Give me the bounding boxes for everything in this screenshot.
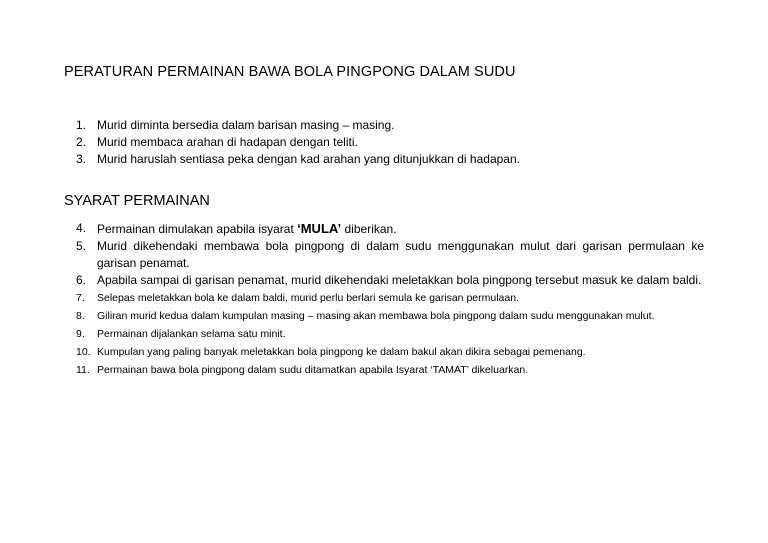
item-number: 9. — [76, 328, 85, 340]
item-number: 11. — [76, 364, 90, 376]
rules-list — [76, 117, 704, 168]
item-text: Murid dikehendaki membawa bola pingpong di dalam sudu menggunakan mulut dari garisan permulaan ke garisan penamat. — [97, 239, 704, 270]
item-text: Murid membaca arahan di hadapan dengan teliti. — [97, 135, 358, 149]
item-text: Selepas meletakkan bola ke dalam baldi, murid perlu berlari semula ke garisan permulaan. — [97, 292, 519, 304]
list-item — [76, 238, 704, 272]
item-text-start: Permainan dimulakan apabila isyarat — [97, 222, 298, 236]
item-number: 4. — [76, 221, 87, 235]
item-text: Murid diminta bersedia dalam barisan masing – masing. — [97, 118, 395, 132]
item-number: 7. — [76, 292, 85, 304]
item-text: Murid haruslah sentiasa peka dengan kad arahan yang ditunjukkan di hadapan. — [97, 152, 520, 166]
list-item — [76, 343, 704, 361]
item-number: 2. — [76, 135, 87, 149]
list-item — [76, 151, 704, 168]
item-number: 3. — [76, 152, 87, 166]
list-item — [76, 289, 704, 307]
item-text: Permainan bawa bola pingpong dalam sudu ditamatkan apabila Isyarat ‘TAMAT’ dikeluarkan. — [97, 364, 529, 376]
item-text: Permainan dijalankan selama satu minit. — [97, 328, 286, 340]
list-item — [76, 325, 704, 343]
item-text: Apabila sampai di garisan penamat, murid dikehendaki meletakkan bola pingpong tersebut masuk ke dalam baldi. — [97, 273, 702, 287]
list-item — [76, 272, 704, 289]
section-heading: SYARAT PERMAINAN — [64, 193, 210, 209]
item-text: Giliran murid kedua dalam kumpulan masing – masing akan membawa bola pingpong dalam sudu menggunakan mulut. — [97, 310, 655, 322]
item-number: 1. — [76, 118, 87, 132]
item-text — [97, 220, 704, 238]
item-number: 10. — [76, 346, 91, 358]
item-number: 8. — [76, 310, 85, 322]
list-item — [76, 307, 704, 325]
item-text-end: diberikan. — [341, 222, 397, 236]
list-item — [76, 117, 704, 134]
item-number: 5. — [76, 239, 87, 253]
game-conditions-list — [76, 220, 704, 379]
list-item — [76, 134, 704, 151]
mula-keyword: ‘MULA’ — [297, 221, 342, 236]
list-item — [76, 220, 704, 238]
list-item — [76, 361, 704, 379]
item-number: 6. — [76, 273, 87, 287]
page-title: PERATURAN PERMAINAN BAWA BOLA PINGPONG DALAM SUDU — [64, 64, 516, 80]
item-text: Kumpulan yang paling banyak meletakkan bola pingpong ke dalam bakul akan dikira sebagai pemenang. — [97, 346, 586, 358]
